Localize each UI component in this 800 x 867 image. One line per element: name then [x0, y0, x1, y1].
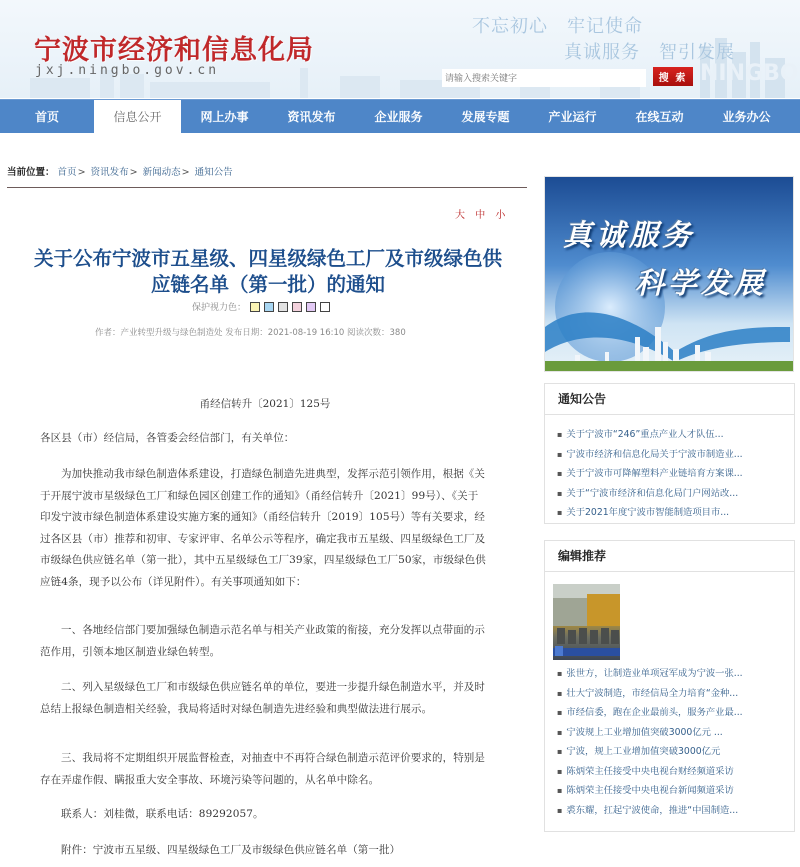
attachment-link[interactable]: 附件：宁波市五星级、四星级绿色工厂及市级绿色供应链名单（第一批）: [61, 844, 401, 856]
bullet-icon: ▪: [557, 488, 563, 498]
site-title[interactable]: 宁波市经济和信息化局: [34, 35, 314, 66]
editor-pick-label: 市经信委，跑在企业最前头，服务产业最...: [566, 707, 743, 718]
notice-item-label: 关于2021年度宁波市智能制造项目市...: [566, 507, 730, 518]
font-size-medium[interactable]: 中: [475, 210, 489, 221]
slogan-line-1: 不忘初心 牢记使命: [472, 16, 643, 37]
notice-item[interactable]: [557, 503, 794, 523]
notice-item-label: 宁波市经济和信息化局关于宁波市制造业...: [566, 448, 743, 460]
ningbo-watermark: NINGBO: [700, 61, 799, 86]
article-paragraph: 一、各地经信部门要加强绿色制造示范名单与相关产业政策的衔接，充分发挥以点带面的示范作用，引领本地区制造业绿色转型。: [40, 624, 485, 658]
color-swatch-blue[interactable]: [264, 302, 274, 312]
article-title: 关于公布宁波市五星级、四星级绿色工厂及市级绿色供应链名单（第一批）的通知: [33, 247, 502, 296]
nav-item-online-interaction[interactable]: 在线互动: [635, 110, 684, 124]
editor-pick-item[interactable]: [557, 762, 794, 782]
editor-pick-label: 壮大宁波制造，市经信局全力培育“金种...: [566, 687, 739, 699]
bullet-icon: ▪: [557, 669, 563, 678]
salutation: 各区县（市）经信局，各管委会经信部门，有关单位：: [40, 432, 295, 444]
bullet-icon: ▪: [557, 449, 563, 459]
bullet-icon: ▪: [557, 430, 563, 439]
notice-item-label: 关于“宁波市经济和信息化局门户网站改...: [566, 487, 739, 499]
conference-photo: [553, 584, 620, 660]
breadcrumb-separator: >: [77, 167, 86, 178]
editor-pick-label: 宁波，规上工业增加值突破3000亿元: [566, 746, 721, 757]
article-paragraph: 为加快推动我市绿色制造体系建设，打造绿色制造先进典型，发挥示范引领作用，根据《关于开展宁波市星级绿色工厂和绿色园区创建工作的通知》（甬经信转升〔2021〕99号）、《关于印发宁波市绿色制造体系建设实施方案的通知》（甬经信转升〔2019〕105号）等有关要求，经过各区县（市）推荐和初审、专家评审、名单公示等程序，确定我市五星级、四星级绿色工厂及市级绿色供应链名单（第一批），其中五星级绿色工厂39家，四星级绿色工厂50家，市级绿色供应链4条，现予以公布（详见附件）。有关事项通知如下：: [40, 468, 486, 588]
notice-item[interactable]: [557, 445, 794, 465]
bullet-icon: ▪: [557, 805, 563, 815]
breadcrumb-divider: [7, 187, 527, 188]
notice-item[interactable]: [557, 425, 794, 445]
notice-item-label: 关于宁波市“246”重点产业人才队伍...: [566, 429, 724, 440]
nav-item-info-disclosure[interactable]: 信息公开: [94, 100, 181, 134]
bullet-icon: ▪: [557, 766, 563, 776]
site-header: [0, 0, 800, 98]
notice-item-label: 关于宁波市可降解塑料产业链培育方案课...: [566, 468, 743, 479]
editor-pick-item[interactable]: [557, 742, 794, 762]
notice-item[interactable]: [557, 464, 794, 484]
editor-pick-item[interactable]: [557, 684, 794, 704]
breadcrumb-notices[interactable]: 通知公告: [194, 167, 233, 178]
editor-pick-item[interactable]: [557, 781, 794, 801]
nav-item-news-release[interactable]: 资讯发布: [287, 110, 336, 124]
search-input[interactable]: [442, 69, 646, 87]
nav-item-home[interactable]: 首页: [34, 110, 59, 124]
nav-item-online-services[interactable]: 网上办事: [200, 110, 249, 124]
editor-pick-label: 张世方，让制造业单项冠军成为宁波一张...: [566, 668, 743, 679]
font-size-small[interactable]: 小: [495, 210, 509, 221]
notice-item[interactable]: [557, 484, 794, 504]
editor-pick-label: 裘东耀，扛起宁波使命，推进“中国制造...: [566, 804, 739, 816]
color-swatch-purple[interactable]: [306, 302, 316, 312]
editor-pick-label: 陈炳荣主任接受中央电视台财经频道采访: [566, 765, 734, 777]
color-swatch-white[interactable]: [320, 302, 330, 312]
editor-picks-panel: [544, 540, 795, 832]
editor-pick-label: 陈炳荣主任接受中央电视台新闻频道采访: [566, 785, 734, 796]
site-domain: jxj.ningbo.gov.cn: [35, 63, 220, 78]
notices-panel-title: 通知公告: [545, 384, 794, 415]
nav-item-business-office[interactable]: 业务办公: [722, 110, 771, 124]
breadcrumb-separator: >: [181, 167, 190, 178]
banner-line-2: 科学发展: [635, 266, 768, 300]
editor-pick-item[interactable]: [557, 723, 794, 743]
slogan-line-2: 真诚服务 智引发展: [564, 42, 735, 63]
article-paragraph: 三、我局将不定期组织开展监督检查，对抽查中不再符合绿色制造示范评价要求的，特别是存在弄虚作假、瞒报重大安全事故、环境污染等问题的，从名单中除名。: [40, 752, 485, 786]
color-swatch-pink[interactable]: [292, 302, 302, 312]
breadcrumb-separator: >: [129, 167, 138, 178]
search-button[interactable]: 搜 索: [653, 67, 693, 86]
bullet-icon: ▪: [557, 708, 563, 717]
nav-item-enterprise-services[interactable]: 企业服务: [374, 110, 423, 124]
banner-line-1: 真诚服务: [563, 218, 696, 252]
bullet-icon: ▪: [557, 688, 563, 698]
bullet-icon: ▪: [557, 747, 563, 756]
color-swatch-gray[interactable]: [278, 302, 288, 312]
editor-picks-panel-title: 编辑推荐: [545, 541, 794, 572]
breadcrumb-home[interactable]: 首页: [57, 167, 77, 178]
article-paragraph: 二、列入星级绿色工厂和市级绿色供应链名单的单位，要进一步提升绿色制造水平，并及时总结上报绿色制造相关经验，我局将适时对绿色制造先进经验和典型做法进行展示。: [40, 681, 485, 715]
font-size-controls: [455, 206, 509, 221]
bullet-icon: ▪: [557, 508, 563, 517]
notices-panel: [544, 383, 795, 524]
font-size-large[interactable]: 大: [455, 210, 468, 221]
editor-pick-label: 宁波规上工业增加值突破3000亿元 ...: [566, 726, 723, 738]
bullet-icon: ▪: [557, 469, 563, 478]
main-nav: [0, 99, 800, 133]
sidebar-banner[interactable]: [544, 176, 794, 372]
breadcrumb-label: 当前位置：: [7, 167, 55, 178]
editor-pick-item[interactable]: [557, 703, 794, 723]
article-meta: 作者：产业转型升级与绿色制造处 发布日期：2021-08-19 16:10 阅读次数：380: [95, 328, 406, 338]
breadcrumb: [7, 164, 233, 178]
nav-item-industry-operation[interactable]: 产业运行: [548, 110, 597, 124]
breadcrumb-news-release[interactable]: 资讯发布: [90, 167, 129, 178]
breadcrumb-news[interactable]: 新闻动态: [142, 167, 181, 178]
bullet-icon: ▪: [557, 727, 563, 737]
editor-pick-item[interactable]: [557, 801, 794, 821]
eye-protection-colors: [192, 300, 330, 313]
nav-item-development-topics[interactable]: 发展专题: [461, 110, 510, 124]
editor-pick-thumbnail[interactable]: [553, 584, 620, 660]
editor-pick-item[interactable]: [557, 664, 794, 684]
color-swatch-yellow[interactable]: [250, 302, 260, 312]
bullet-icon: ▪: [557, 786, 563, 795]
eye-protection-label: 保护视力色：: [192, 303, 247, 313]
contact-info: 联系人：刘桂微，联系电话：89292057。: [61, 808, 264, 820]
document-number: 甬经信转升〔2021〕125号: [199, 398, 331, 410]
